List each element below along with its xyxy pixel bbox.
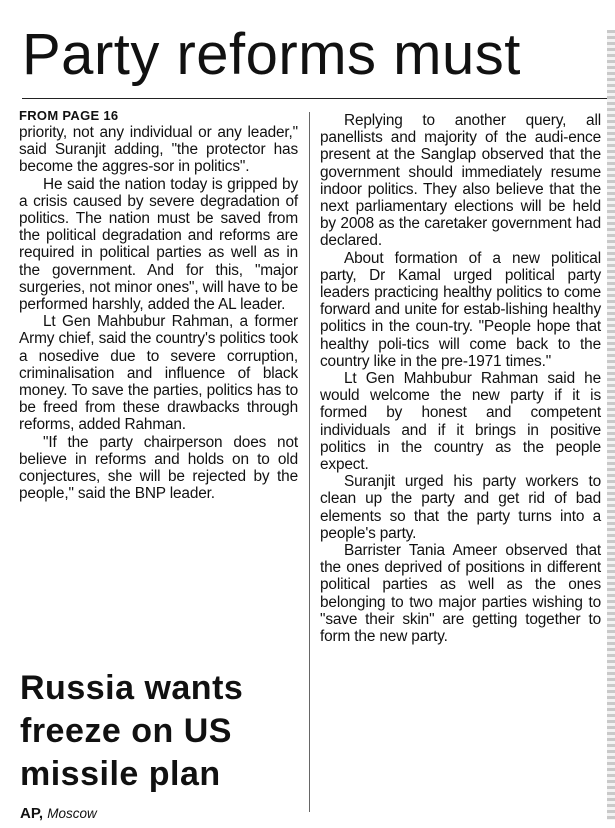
- headline-rule: [22, 98, 615, 99]
- left-paragraph-1: priority, not any individual or any leader," said Suranjit adding, "the protector has become the aggres-sor in politics".: [19, 124, 298, 176]
- page-edge-strip: [607, 30, 615, 820]
- right-column: [320, 112, 601, 645]
- second-story-headline: Russia wants freeze on US missile plan: [20, 669, 244, 793]
- right-paragraph-4: Suranjit urged his party workers to clean up the party and get rid of bad elements so that the party turns into a people's party.: [320, 473, 601, 542]
- byline-place: Moscow: [47, 806, 97, 821]
- continuation-label: FROM PAGE 16: [19, 108, 119, 123]
- second-story-byline: [20, 804, 97, 824]
- right-paragraph-3: Lt Gen Mahbubur Rahman said he would welcome the new party if it is formed by honest and competent individuals and if it brings in positive politics in the country as the people expect.: [320, 370, 601, 474]
- left-column: [19, 106, 298, 502]
- left-paragraph-4: "If the party chairperson does not believe in reforms and holds on to old conjectures, she will be rejected by the people," said the BNP leader.: [19, 433, 298, 503]
- right-paragraph-1: Replying to another query, all panellists and majority of the audi-ence present at the Sanglap observed that the government should immediately resume indoor politics. They also believe that the next parliamentary elections will be held by 2008 as the caretaker government had declared.: [320, 112, 601, 250]
- article-headline: Party reforms must: [22, 22, 521, 87]
- left-paragraph-3: Lt Gen Mahbubur Rahman, a former Army chief, said the country's politics took a nosedive due to severe corruption, criminalisation and influence of black money. To save the parties, politics has to be freed from these drawbacks through reforms, added Rahman.: [19, 313, 298, 434]
- right-paragraph-2: About formation of a new political party, Dr Kamal urged political party leaders practicing healthy politics to come forward and unite for estab-lishing healthy politics in the coun-try. "People hope that healthy poli-tics will come back to the country like in the pre-1971 times.": [320, 249, 601, 370]
- right-paragraph-5: Barrister Tania Ameer observed that the ones deprived of positions in different political parties as well as the ones belonging to two major parties wishing to "save their skin" are getting together to form the new party.: [320, 542, 601, 646]
- byline-agency: AP,: [20, 805, 44, 822]
- left-paragraph-2: He said the nation today is gripped by a crisis caused by severe degradation of politics. The nation must be saved from the political degradation and reforms are required in political parties as well as in the government. And for this, "major surgeries, not minor ones", will have to be performed harshly, added the AL leader.: [19, 175, 298, 314]
